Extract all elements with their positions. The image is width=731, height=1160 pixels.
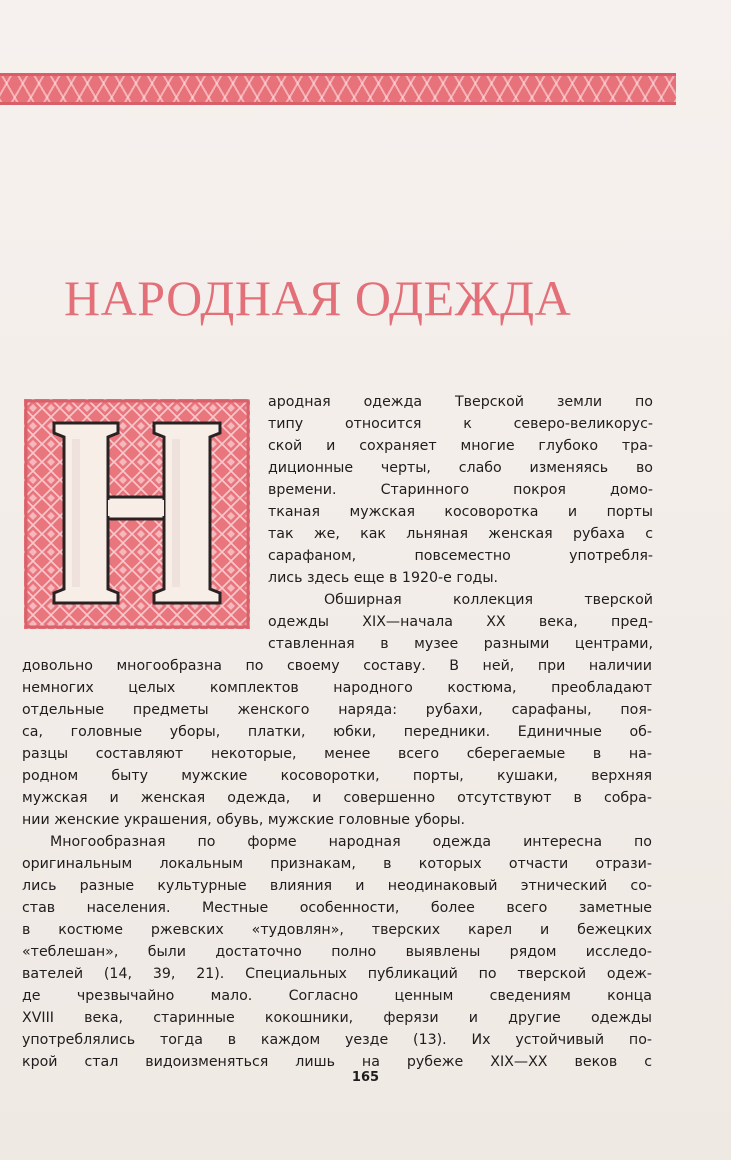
text-line: типу относится к северо-великорус- [268,416,653,432]
text-line: «теблешан», были достаточно полно выявлены рядом исследо- [22,944,652,960]
text-line: немногих целых комплектов народного костюма, преобладают [22,680,652,696]
text-line: де чрезвычайно мало. Согласно ценным сведениям конца [22,988,652,1004]
chapter-title: НАРОДНАЯ ОДЕЖДА [64,270,572,326]
text-line: вателей (14, 39, 21). Специальных публикаций по тверской одеж- [22,966,652,982]
text-line: тканая мужская косоворотка и порты [268,504,653,520]
text-line: родном быту мужские косоворотки, порты, кушаки, верхняя [22,768,652,784]
ornament-band [0,73,676,105]
text-line: крой стал видоизменяться лишь на рубеже XIX—XX веков с [22,1054,652,1070]
text-line: времени. Старинного покроя домо- [268,482,653,498]
text-line: XVIII века, старинные кокошники, ферязи и другие одежды [22,1010,652,1026]
text-line: нии женские украшения, обувь, мужские головные уборы. [22,812,466,828]
text-line: оригинальным локальным признакам, в которых отчасти отрази- [22,856,652,872]
drop-cap [24,399,250,629]
text-line: мужская и женская одежда, и совершенно отсутствуют в собра- [22,790,652,806]
text-line: диционные черты, слабо изменяясь во [268,460,653,476]
text-line: са, головные уборы, платки, юбки, передники. Единичные об- [22,724,652,740]
text-line: употреблялись тогда в каждом уезде (13). Их устойчивый по- [22,1032,652,1048]
text-line: довольно многообразна по своему составу. В ней, при наличии [22,658,652,674]
text-line: так же, как льняная женская рубаха с [268,526,653,542]
text-line: разцы составляют некоторые, менее всего сберегаемые в на- [22,746,652,762]
text-line: Многообразная по форме народная одежда интересна по [50,834,652,850]
text-line: отдельные предметы женского наряда: рубахи, сарафаны, поя- [22,702,652,718]
text-line: ставленная в музее разными центрами, [268,636,653,652]
text-line: лись здесь еще в 1920-е годы. [268,570,499,586]
text-line: став населения. Местные особенности, более всего заметные [22,900,652,916]
paragraph-2-continued [22,655,652,1073]
paragraph-1 [268,391,653,655]
text-line: Обширная коллекция тверской [324,592,653,608]
text-line: в костюме ржевских «тудовлян», тверских карел и бежецких [22,922,652,938]
text-line: сарафаном, повсеместно употребля- [268,548,653,564]
text-line: ародная одежда Тверской земли по [268,394,653,410]
text-line: одежды XIX—начала XX века, пред- [268,614,653,630]
text-line: лись разные культурные влияния и неодинаковый этнический со- [22,878,652,894]
page-number: 165 [351,1070,380,1085]
text-line: ской и сохраняет многие глубоко тра- [268,438,653,454]
